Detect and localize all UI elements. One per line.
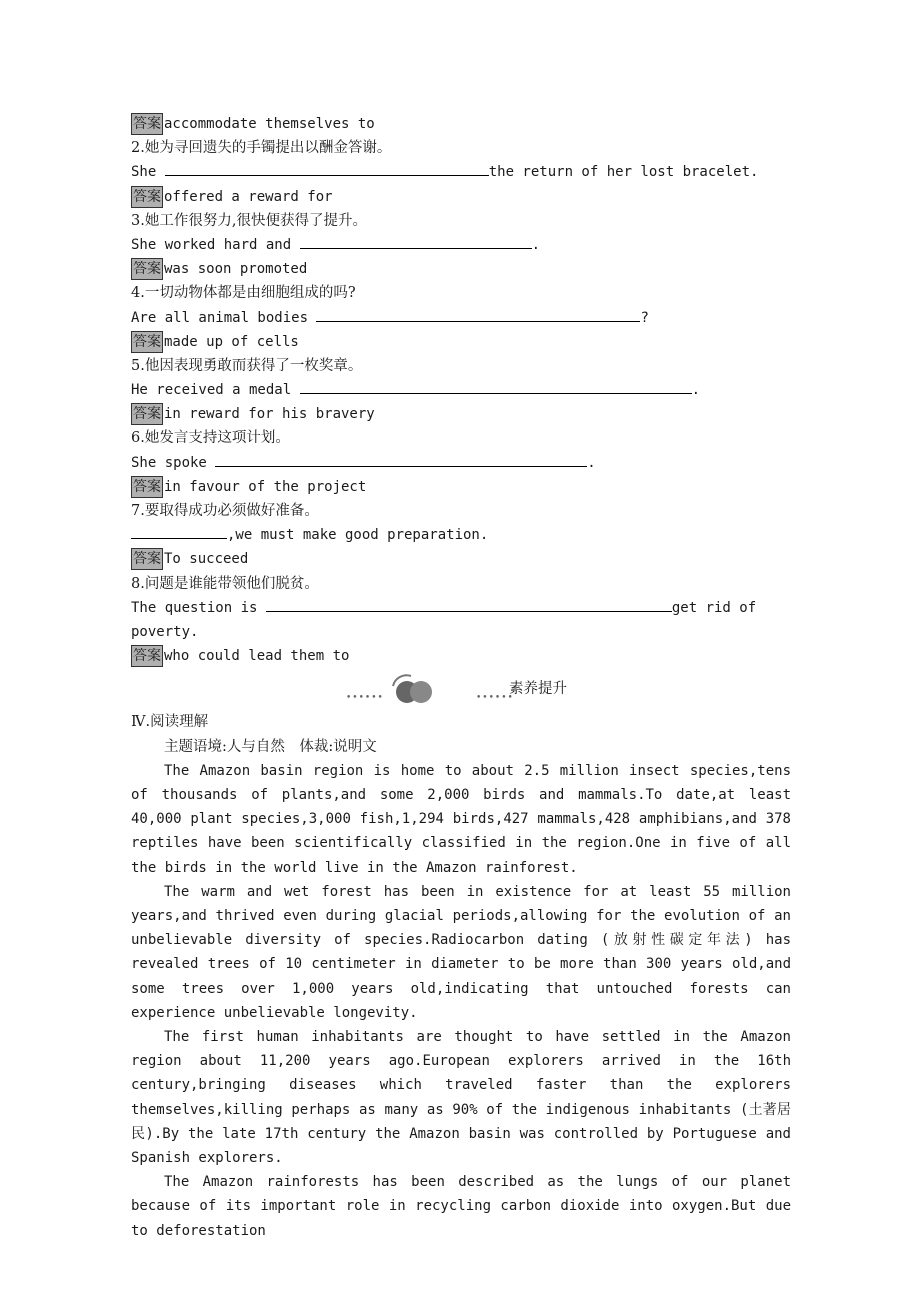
answer-line-5	[131, 402, 791, 426]
sentence-suffix: .	[691, 382, 701, 399]
question-8-continuation	[131, 620, 791, 644]
fill-blank[interactable]	[165, 160, 489, 176]
divider-dots-right: ••••••	[476, 693, 514, 704]
question-2-sentence	[131, 160, 791, 184]
question-number: 6.	[131, 430, 145, 447]
answer-line-8	[131, 644, 791, 668]
sentence-prefix: Are all animal bodies	[131, 309, 317, 326]
fill-blank[interactable]	[266, 596, 672, 612]
question-chinese: 要取得成功必须做好准备。	[144, 503, 319, 519]
answer-badge: 答案	[131, 186, 163, 208]
question-3	[131, 209, 791, 233]
question-6-sentence	[131, 451, 791, 475]
sentence-prefix: He received a medal	[131, 382, 300, 399]
answer-badge: 答案	[131, 331, 163, 353]
reading-paragraph-1: The Amazon basin region is home to about 2.5 million insect species,tens of thousands of plants,and some 2,000 birds and mammals.To date,at least 40,000 plant species,3,000 fish,1,294 birds,427 mammals,428 amphibians,and 378 reptiles have been scientifically classified in the region.One in five of all the birds in the world live in the Amazon rainforest.	[131, 762, 791, 876]
answer-text: To succeed	[164, 551, 249, 568]
sentence-prefix: The question is	[131, 599, 266, 616]
question-number: 3.	[131, 212, 145, 229]
question-5-sentence	[131, 378, 791, 402]
question-number: 5.	[131, 357, 145, 374]
answer-text: who could lead them to	[164, 648, 350, 665]
answer-badge: 答案	[131, 476, 163, 498]
question-2	[131, 136, 791, 160]
sentence-prefix: She worked hard and	[131, 236, 300, 253]
sentence-prefix: She	[131, 164, 165, 181]
answer-text: accommodate themselves to	[164, 116, 375, 132]
answer-line-1	[131, 112, 791, 136]
reading-paragraph-2: The warm and wet forest has been in existence for at least 55 million years,and thrived even during glacial periods,allowing for the evolution of an unbelievable diversity of species.Radiocarbon dating (放射性碳定年法) has revealed trees of 10 centimeter in diameter to be more than 300 years old,and some trees over 1,000 years old,indicating that untouched forests can experience unbelievable longevity.	[131, 883, 791, 1021]
question-7-sentence	[131, 523, 791, 547]
answer-badge: 答案	[131, 403, 163, 425]
fill-blank[interactable]	[300, 233, 532, 249]
sentence-suffix: the return of her lost bracelet.	[488, 164, 759, 181]
question-5	[131, 354, 791, 378]
question-chinese: 问题是谁能带领他们脱贫。	[144, 575, 319, 592]
sentence-suffix: ?	[640, 309, 649, 326]
answer-text: in favour of the project	[164, 478, 367, 495]
question-number: 7.	[131, 503, 145, 519]
fill-blank[interactable]	[300, 378, 692, 394]
question-8-sentence	[131, 596, 791, 620]
question-chinese: 一切动物体都是由细胞组成的吗?	[144, 285, 356, 302]
question-4	[131, 281, 791, 305]
answer-badge: 答案	[131, 645, 163, 667]
section-heading: Ⅳ.阅读理解	[131, 714, 209, 731]
question-chinese: 他因表现勇敢而获得了一枚奖章。	[144, 357, 363, 374]
divider-dots-left: ••••••	[346, 693, 384, 704]
sentence-suffix: ,we must make good preparation.	[227, 527, 489, 544]
sentence-suffix: .	[587, 454, 596, 471]
question-chinese: 她工作很努力,很快便获得了提升。	[144, 212, 367, 229]
answer-badge: 答案	[131, 113, 163, 135]
sentence-continuation: poverty.	[131, 623, 199, 640]
question-number: 8.	[131, 575, 145, 592]
answer-text: made up of cells	[164, 333, 299, 350]
question-3-sentence	[131, 233, 791, 257]
question-number: 4.	[131, 285, 145, 302]
question-8	[131, 572, 791, 596]
answer-line-4	[131, 330, 791, 354]
worksheet-page	[131, 112, 791, 1243]
question-number: 2.	[131, 140, 145, 157]
reading-paragraph-4: The Amazon rainforests has been described as the lungs of our planet because of its important role in recycling carbon dioxide into oxygen.But due to deforestation	[131, 1174, 791, 1239]
fill-blank[interactable]	[215, 451, 587, 467]
sentence-prefix: She spoke	[131, 454, 216, 471]
divider-title: 素养提升	[509, 681, 567, 698]
answer-text: in reward for his bravery	[164, 406, 375, 423]
reading-paragraph-3: The first human inhabitants are thought to have settled in the Amazon region about 11,200 years ago.European explorers arrived in the 16th century,bringing diseases which traveled faster than the explorers themselves,killing perhaps as many as 90% of the indigenous inhabitants (土著居民).By the late 17th century the Amazon basin was controlled by Portuguese and Spanish explorers.	[131, 1028, 791, 1166]
question-chinese: 她为寻回遗失的手镯提出以酬金答谢。	[144, 140, 392, 157]
answer-line-3	[131, 257, 791, 281]
answer-badge: 答案	[131, 258, 163, 280]
answer-text: offered a reward for	[164, 188, 333, 205]
fill-blank[interactable]	[316, 306, 640, 322]
answer-badge: 答案	[131, 548, 163, 570]
answer-line-7	[131, 547, 791, 571]
sentence-suffix: get rid of	[671, 599, 757, 616]
answer-line-2	[131, 185, 791, 209]
fill-blank[interactable]	[131, 523, 227, 539]
question-6	[131, 426, 791, 450]
divider-circles-icon	[389, 672, 439, 706]
section-theme: 主题语境:人与自然 体裁:说明文	[164, 738, 377, 755]
section-divider	[131, 668, 791, 710]
answer-text: was soon promoted	[164, 261, 308, 278]
answer-line-6	[131, 475, 791, 499]
sentence-suffix: .	[531, 236, 541, 253]
question-4-sentence	[131, 306, 791, 330]
question-7	[131, 499, 791, 523]
question-chinese: 她发言支持这项计划。	[144, 430, 290, 447]
